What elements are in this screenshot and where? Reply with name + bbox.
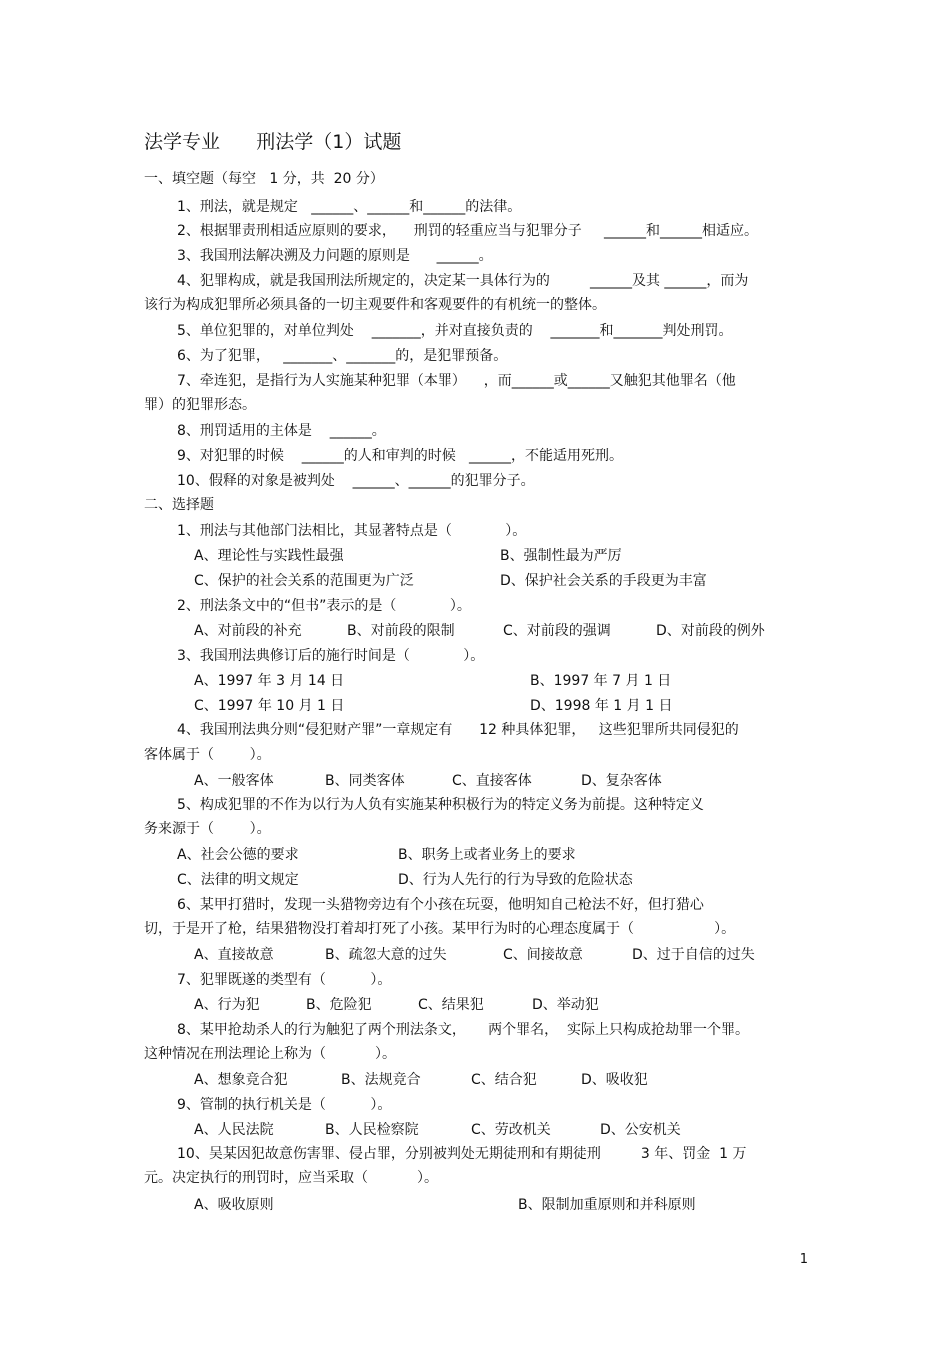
q5-option-a: A、社会公德的要求 — [177, 847, 299, 863]
q7-option-c: C、结果犯 — [418, 997, 484, 1013]
fill-item-3: 3、我国刑法解决溯及力问题的原则是 ______。 — [177, 248, 493, 264]
q8-option-a: A、想象竞合犯 — [194, 1072, 288, 1088]
question-7: 7、犯罪既遂的类型有（ ）。 — [177, 972, 392, 988]
fill-item-1: 1、刑法，就是规定 ______、______和______的法律。 — [177, 199, 522, 215]
q6-option-a: A、直接故意 — [194, 947, 274, 963]
q8-option-d: D、吸收犯 — [581, 1072, 648, 1088]
fill-item-8: 8、刑罚适用的主体是 ______。 — [177, 423, 386, 439]
q2-option-a: A、对前段的补充 — [194, 623, 302, 639]
q10-option-b: B、限制加重原则和并科原则 — [518, 1197, 696, 1213]
q7-option-a: A、行为犯 — [194, 997, 260, 1013]
fill-item-7-cont: 罪）的犯罪形态。 — [144, 397, 256, 413]
q1-option-c: C、保护的社会关系的范围更为广泛 — [194, 573, 414, 589]
question-4-cont: 客体属于（ ）。 — [144, 747, 271, 763]
q1-option-d: D、保护社会关系的手段更为丰富 — [500, 573, 707, 589]
question-4: 4、我国刑法典分则“侵犯财产罪”一章规定有 12 种具体犯罪， 这些犯罪所共同侵犯的 — [177, 722, 739, 738]
question-5: 5、构成犯罪的不作为以行为人负有实施某种积极行为的特定义务为前提。这种特定义 — [177, 797, 704, 813]
q2-option-d: D、对前段的例外 — [656, 623, 765, 639]
q9-option-c: C、劳改机关 — [471, 1122, 551, 1138]
q5-option-d: D、行为人先行的行为导致的危险状态 — [398, 872, 633, 888]
q2-option-b: B、对前段的限制 — [347, 623, 455, 639]
q5-option-c: C、法律的明文规定 — [177, 872, 299, 888]
question-1: 1、刑法与其他部门法相比，其显著特点是（ ）。 — [177, 523, 527, 539]
q7-option-b: B、危险犯 — [306, 997, 372, 1013]
q8-option-c: C、结合犯 — [471, 1072, 537, 1088]
q2-option-c: C、对前段的强调 — [503, 623, 611, 639]
q3-option-a: A、1997 年 3 月 14 日 — [194, 673, 345, 689]
q8-option-b: B、法规竞合 — [341, 1072, 421, 1088]
fill-item-4-cont: 该行为构成犯罪所必须具备的一切主观要件和客观要件的有机统一的整体。 — [144, 297, 606, 313]
fill-item-5: 5、单位犯罪的，对单位判处 _______，并对直接负责的 _______和_______判处刑罚。 — [177, 323, 733, 339]
q9-option-d: D、公安机关 — [600, 1122, 681, 1138]
fill-item-4: 4、犯罪构成，就是我国刑法所规定的，决定某一具体行为的 ______及其 ______，而为 — [177, 273, 749, 289]
question-10-cont: 元。决定执行的刑罚时，应当采取（ ）。 — [144, 1170, 438, 1186]
fill-item-10: 10、假释的对象是被判处 ______、______的犯罪分子。 — [177, 473, 535, 489]
q4-option-d: D、复杂客体 — [581, 773, 662, 789]
q6-option-d: D、过于自信的过失 — [632, 947, 755, 963]
question-8: 8、某甲抢劫杀人的行为触犯了两个刑法条文， 两个罪名， 实际上只构成抢劫罪一个罪。 — [177, 1022, 750, 1038]
q6-option-b: B、疏忽大意的过失 — [325, 947, 447, 963]
fill-item-7: 7、牵连犯，是指行为人实施某种犯罪（本罪） ，而______或______又触犯其他罪名（他 — [177, 373, 736, 389]
q7-option-d: D、举动犯 — [532, 997, 599, 1013]
question-2: 2、刑法条文中的“但书”表示的是（ ）。 — [177, 598, 471, 614]
question-3: 3、我国刑法典修订后的施行时间是（ ）。 — [177, 648, 485, 664]
q4-option-a: A、一般客体 — [194, 773, 274, 789]
question-10: 10、吴某因犯故意伤害罪、侵占罪，分别被判处无期徒刑和有期徒刑 3 年、罚金 1 万 — [177, 1146, 747, 1162]
q9-option-b: B、人民检察院 — [325, 1122, 419, 1138]
q1-option-a: A、理论性与实践性最强 — [194, 548, 344, 564]
question-8-cont: 这种情况在刑法理论上称为（ ）。 — [144, 1046, 396, 1062]
q1-option-b: B、强制性最为严厉 — [500, 548, 622, 564]
question-5-cont: 务来源于（ ）。 — [144, 821, 271, 837]
q3-option-c: C、1997 年 10 月 1 日 — [194, 698, 345, 714]
section-2-heading: 二、选择题 — [144, 497, 214, 513]
question-9: 9、管制的执行机关是（ ）。 — [177, 1097, 392, 1113]
q3-option-b: B、1997 年 7 月 1 日 — [530, 673, 672, 689]
q9-option-a: A、人民法院 — [194, 1122, 274, 1138]
question-6-cont: 切，于是开了枪，结果猎物没打着却打死了小孩。某甲行为时的心理态度属于（ ）。 — [144, 921, 736, 937]
q10-option-a: A、吸收原则 — [194, 1197, 274, 1213]
fill-item-6: 6、为了犯罪， _______、_______的，是犯罪预备。 — [177, 348, 508, 364]
fill-item-2: 2、根据罪责刑相适应原则的要求， 刑罚的轻重应当与犯罪分子 ______和______相适应。 — [177, 223, 758, 239]
page-number: 1 — [799, 1252, 808, 1267]
q6-option-c: C、间接故意 — [503, 947, 583, 963]
question-6: 6、某甲打猎时，发现一头猎物旁边有个小孩在玩耍，他明知自己枪法不好，但打猎心 — [177, 897, 704, 913]
q4-option-c: C、直接客体 — [452, 773, 532, 789]
section-1-heading: 一、填空题（每空 1 分，共 20 分） — [144, 171, 384, 187]
q4-option-b: B、同类客体 — [325, 773, 405, 789]
fill-item-9: 9、对犯罪的时候 ______的人和审判的时候 ______，不能适用死刑。 — [177, 448, 624, 464]
q5-option-b: B、职务上或者业务上的要求 — [398, 847, 576, 863]
page-title: 法学专业 刑法学（1）试题 — [144, 131, 402, 153]
q3-option-d: D、1998 年 1 月 1 日 — [530, 698, 673, 714]
